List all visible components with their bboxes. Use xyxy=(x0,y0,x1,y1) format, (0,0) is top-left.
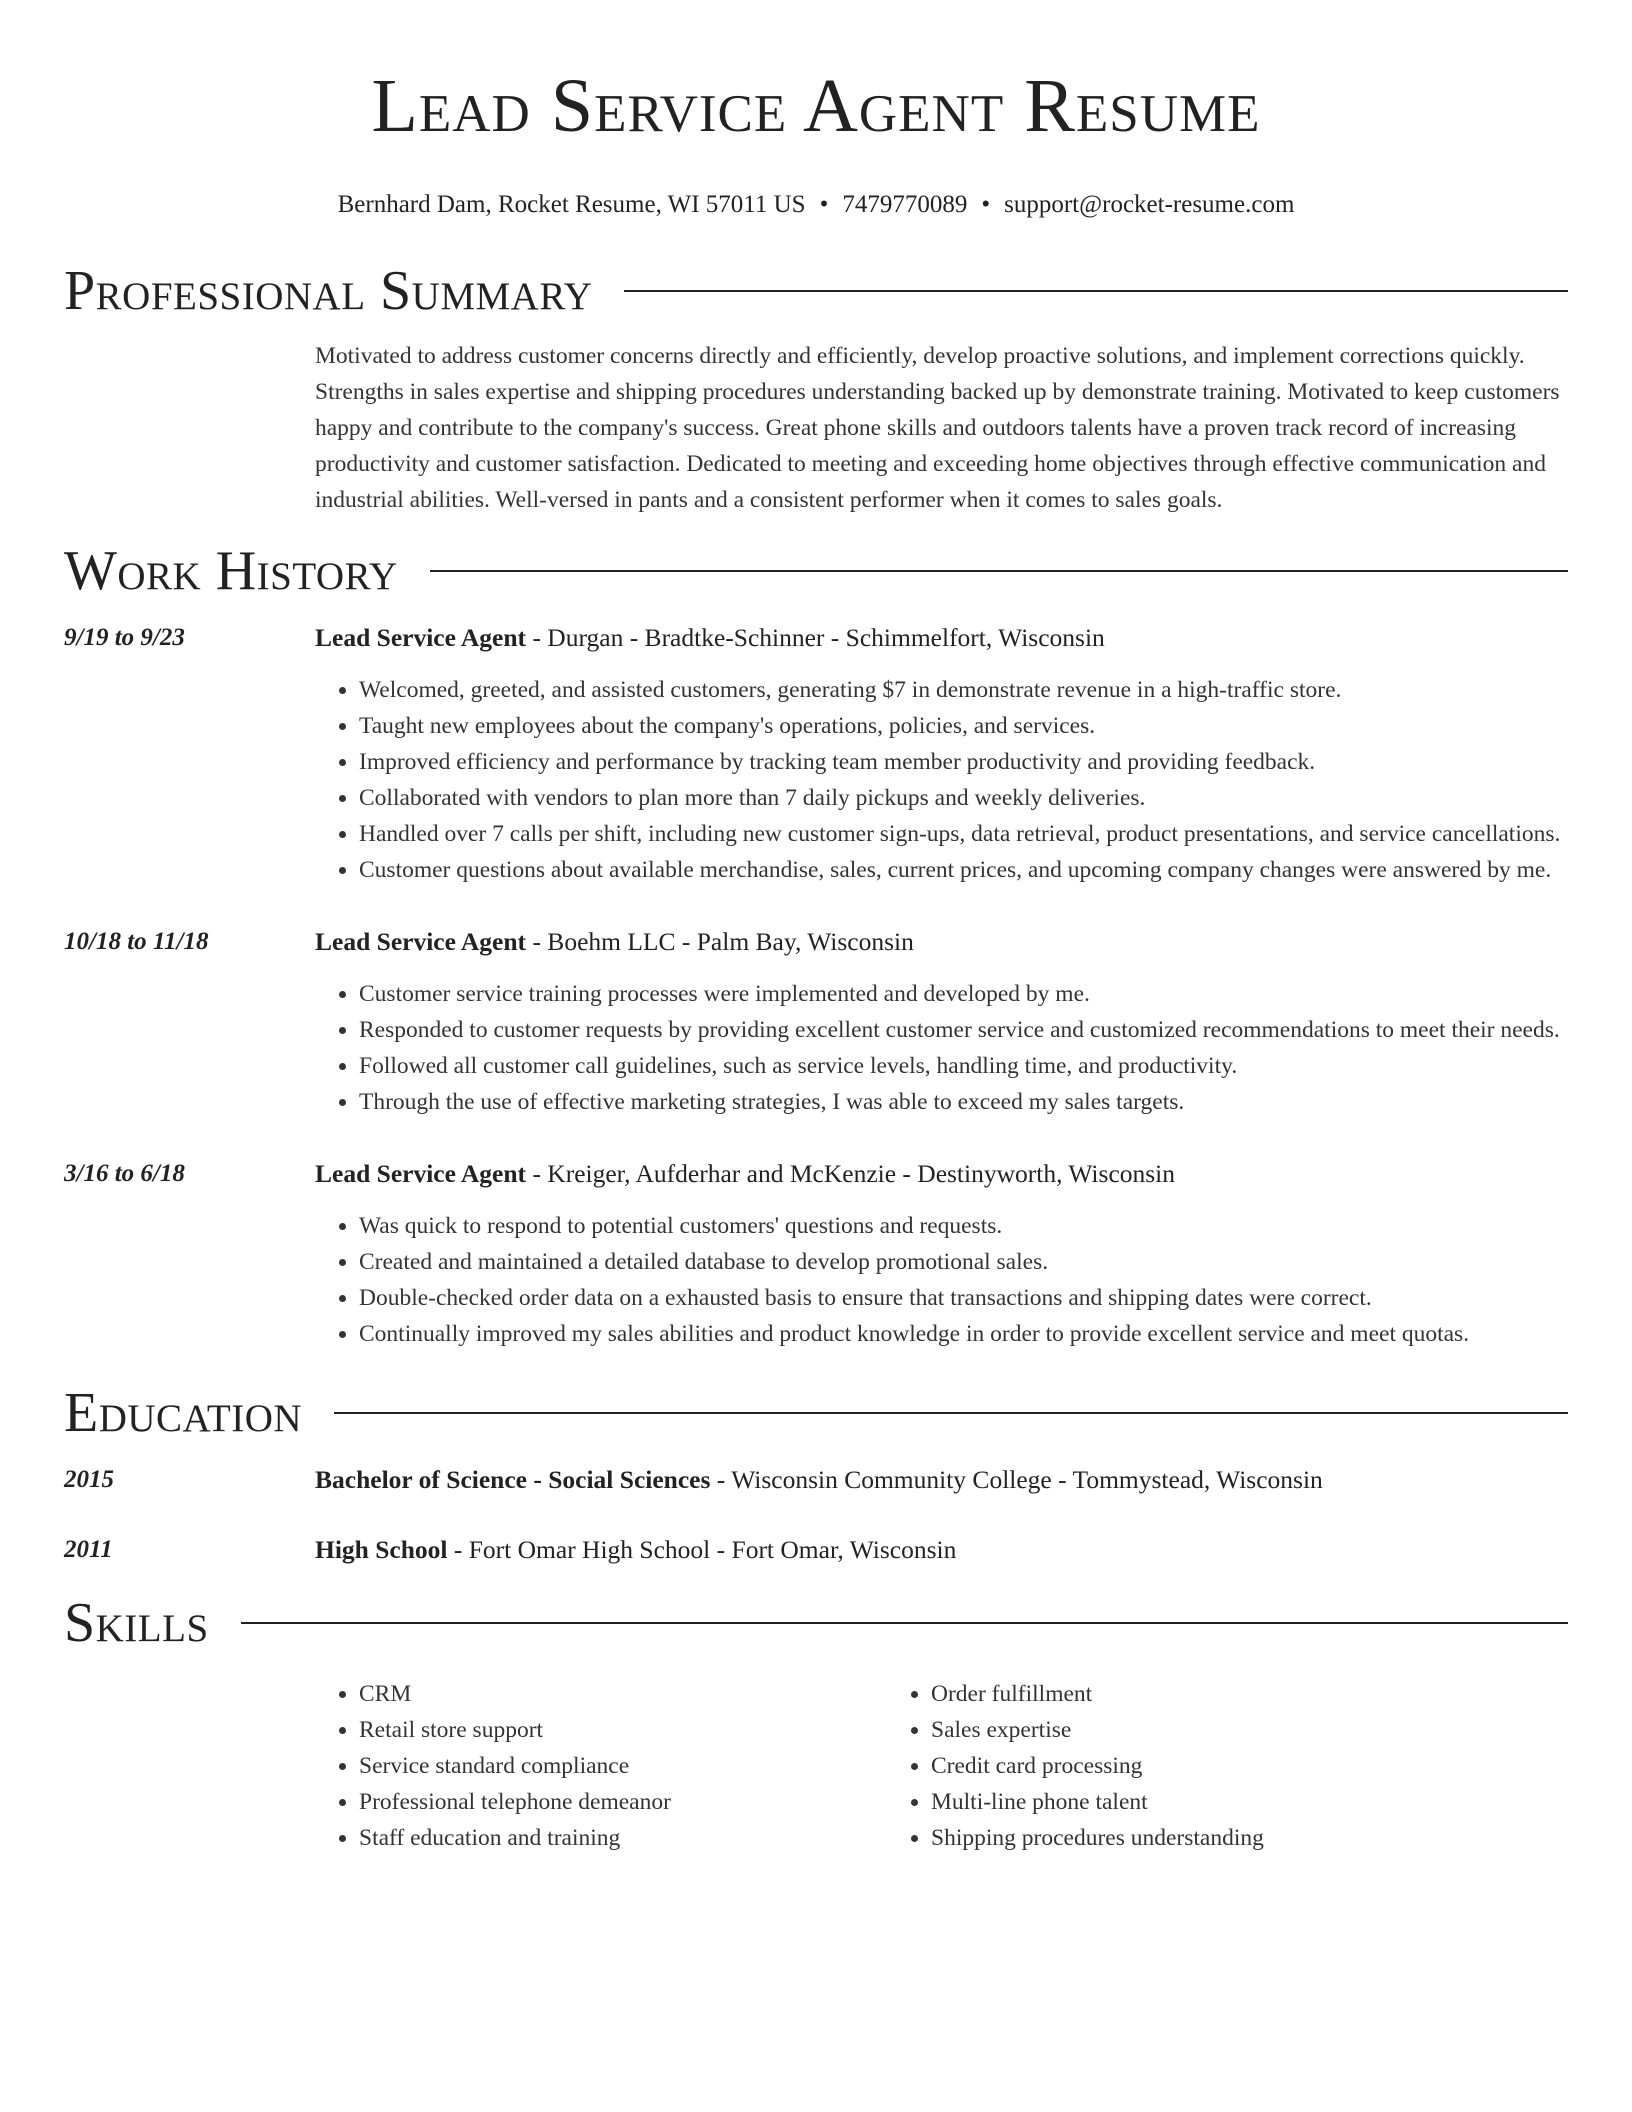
job-bullet: • Customer service training processes were implemented and developed by me. xyxy=(359,976,1568,1012)
section-divider xyxy=(430,570,1568,572)
education-year: 2011 xyxy=(64,1536,113,1563)
education-section-header xyxy=(64,1382,1568,1444)
job-bullets xyxy=(315,1208,1568,1352)
skills-column-left xyxy=(315,1676,887,1856)
job-bullet: • Customer questions about available merchandise, sales, current prices, and upcoming company changes were answered by me. xyxy=(359,852,1568,888)
work-history-list xyxy=(64,620,1568,1352)
job-body xyxy=(315,924,1568,1120)
work-heading: Work History xyxy=(64,540,398,602)
job-bullet: • Taught new employees about the company's operations, policies, and services. xyxy=(359,708,1568,744)
job-bullet: • Created and maintained a detailed database to develop promotional sales. xyxy=(359,1244,1568,1280)
summary-heading: Professional Summary xyxy=(64,260,593,322)
education-details: - Wisconsin Community College - Tommystead, Wisconsin xyxy=(710,1465,1323,1494)
contact-line xyxy=(64,188,1568,222)
job-dates: 9/19 to 9/23 xyxy=(64,624,185,651)
skill-item: • Retail store support xyxy=(359,1712,887,1748)
education-year: 2015 xyxy=(64,1466,114,1493)
skill-item: • Shipping procedures understanding xyxy=(931,1820,1459,1856)
contact-email: support@rocket-resume.com xyxy=(1004,191,1295,218)
contact-address: Bernhard Dam, Rocket Resume, WI 57011 US xyxy=(337,191,806,218)
skill-item: • Credit card processing xyxy=(931,1748,1459,1784)
job-bullet: • Followed all customer call guidelines, such as service levels, handling time, and productivity. xyxy=(359,1048,1568,1084)
skill-item: • Staff education and training xyxy=(359,1820,887,1856)
job-title: Lead Service Agent xyxy=(315,623,527,652)
job-title: Lead Service Agent xyxy=(315,1159,527,1188)
contact-phone: 7479770089 xyxy=(842,191,968,218)
education-details: - Fort Omar High School - Fort Omar, Wisconsin xyxy=(447,1535,957,1564)
job-entry xyxy=(64,620,1568,888)
summary-section-header xyxy=(64,260,1568,322)
job-dates: 10/18 to 11/18 xyxy=(64,928,209,955)
education-degree: Bachelor of Science - Social Sciences xyxy=(315,1465,711,1494)
section-divider xyxy=(624,290,1568,292)
skills-heading: Skills xyxy=(64,1592,209,1654)
section-divider xyxy=(334,1412,1568,1414)
summary-text: Motivated to address customer concerns directly and efficiently, develop proactive solutions, and implement corrections quickly. Strengths in sales expertise and shipping procedures understanding backed up by demonstrate training. Motivated to keep customers happy and contribute to the company's success. Great phone skills and outdoors talents have a proven track record of increasing productivity and customer satisfaction. Dedicated to meeting and exceeding home objectives through effective communication and industrial abilities. Well-versed in pants and a consistent performer when it comes to sales goals. xyxy=(315,343,1560,513)
job-entry xyxy=(64,924,1568,1120)
job-bullet: • Was quick to respond to potential customers' questions and requests. xyxy=(359,1208,1568,1244)
job-bullets xyxy=(315,672,1568,888)
job-details: - Durgan - Bradtke-Schinner - Schimmelfort, Wisconsin xyxy=(526,623,1105,652)
job-bullet: • Double-checked order data on a exhausted basis to ensure that transactions and shipping dates were correct. xyxy=(359,1280,1568,1316)
job-headline xyxy=(315,620,1568,656)
job-headline xyxy=(315,1156,1568,1192)
education-headline xyxy=(315,1532,1568,1568)
job-details: - Kreiger, Aufderhar and McKenzie - Destinyworth, Wisconsin xyxy=(526,1159,1176,1188)
job-bullets xyxy=(315,976,1568,1120)
job-bullet: • Through the use of effective marketing strategies, I was able to exceed my sales targets. xyxy=(359,1084,1568,1120)
job-title: Lead Service Agent xyxy=(315,927,527,956)
resume-title: Lead Service Agent Resume xyxy=(371,64,1261,148)
job-body xyxy=(315,620,1568,888)
education-degree: High School xyxy=(315,1535,448,1564)
skills-section-header xyxy=(64,1592,1568,1654)
section-divider xyxy=(241,1622,1568,1624)
skill-item: • Service standard compliance xyxy=(359,1748,887,1784)
education-entry xyxy=(64,1462,1568,1498)
job-entry xyxy=(64,1156,1568,1352)
job-bullet: • Continually improved my sales abilities and product knowledge in order to provide excellent service and meet quotas. xyxy=(359,1316,1568,1352)
job-headline xyxy=(315,924,1568,960)
education-list xyxy=(64,1462,1568,1568)
skill-item: • Sales expertise xyxy=(931,1712,1459,1748)
skill-item: • CRM xyxy=(359,1676,887,1712)
skill-item: • Order fulfillment xyxy=(931,1676,1459,1712)
skill-item: • Multi-line phone talent xyxy=(931,1784,1459,1820)
job-dates: 3/16 to 6/18 xyxy=(64,1160,185,1187)
work-section-header xyxy=(64,540,1568,602)
job-bullet: • Collaborated with vendors to plan more than 7 daily pickups and weekly deliveries. xyxy=(359,780,1568,816)
skills-column-right xyxy=(887,1676,1459,1856)
job-bullet: • Improved efficiency and performance by tracking team member productivity and providing feedback. xyxy=(359,744,1568,780)
job-body xyxy=(315,1156,1568,1352)
skills-list xyxy=(315,1676,1568,1856)
job-bullet: • Responded to customer requests by providing excellent customer service and customized recommendations to meet their needs. xyxy=(359,1012,1568,1048)
contact-separator: • xyxy=(981,191,991,218)
job-details: - Boehm LLC - Palm Bay, Wisconsin xyxy=(526,927,914,956)
job-bullet: • Welcomed, greeted, and assisted customers, generating $7 in demonstrate revenue in a high-traffic store. xyxy=(359,672,1568,708)
education-headline xyxy=(315,1462,1568,1498)
job-bullet: • Handled over 7 calls per shift, including new customer sign-ups, data retrieval, product presentations, and service cancellations. xyxy=(359,816,1568,852)
education-heading: Education xyxy=(64,1382,303,1444)
education-entry xyxy=(64,1532,1568,1568)
contact-separator: • xyxy=(819,191,829,218)
skill-item: • Professional telephone demeanor xyxy=(359,1784,887,1820)
